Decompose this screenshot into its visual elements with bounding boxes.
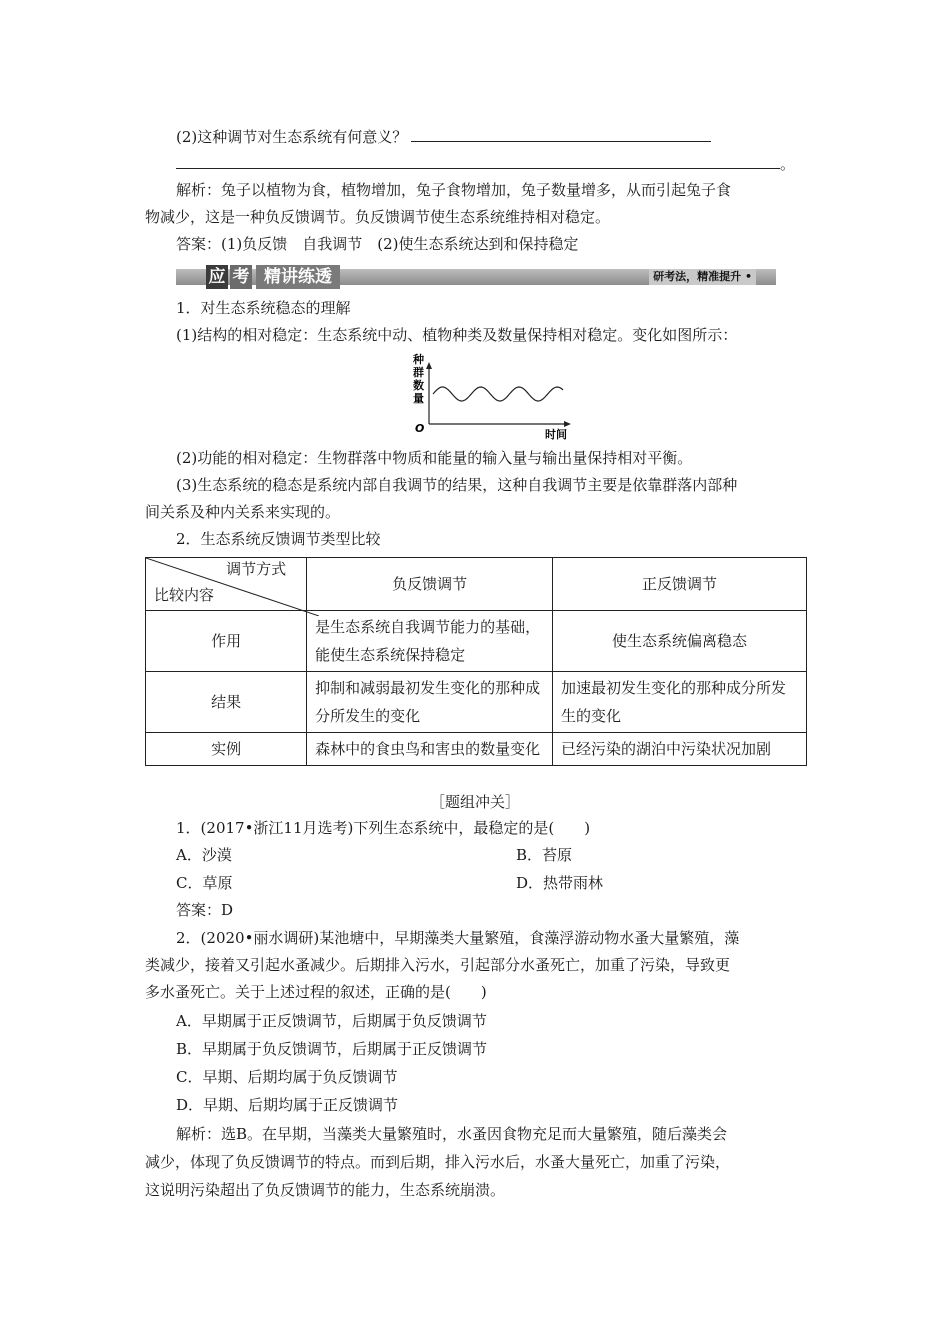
- y-axis-arrow: [426, 362, 432, 369]
- answer-blank-2: [176, 152, 780, 169]
- feedback-comparison-table: [145, 557, 807, 766]
- question-2-analysis-line-2: 减少，体现了负反馈调节的特点。而到后期，排入污水后，水蚤大量死亡，加重了污染，: [145, 1153, 731, 1171]
- question-2-prompt: [176, 125, 711, 148]
- question-1-option-b: B．苔原: [516, 846, 573, 864]
- question-1-answer: 答案：D: [176, 901, 234, 919]
- question-2-option-a: A．早期属于正反馈调节，后期属于负反馈调节: [176, 1012, 487, 1030]
- population-wave-line: [433, 387, 563, 401]
- y-label-char-4: 量: [413, 392, 424, 405]
- answer-1: 答案：(1)负反馈 自我调节 (2)使生态系统达到和保持稳定: [176, 235, 579, 253]
- positive-cell: 加速最初发生变化的那种成分所发生的变化: [552, 672, 806, 733]
- corner-bottom-label: 比较内容: [154, 586, 215, 604]
- answer-blank-line: [176, 152, 795, 175]
- origin-label: O: [415, 422, 425, 435]
- question-1-option-c: C．草原: [176, 874, 233, 892]
- header-positive-feedback: 正反馈调节: [552, 558, 806, 611]
- positive-cell: 已经污染的湖泊中污染状况加剧: [552, 733, 806, 766]
- analysis-1-line-1: 解析：兔子以植物为食，植物增加，兔子食物增加，兔子数量增多，从而引起兔子食: [176, 181, 732, 199]
- question-2-option-c: C．早期、后期均属于负反馈调节: [176, 1068, 398, 1086]
- population-stability-chart: [405, 352, 585, 442]
- corner-top-label: 调节方式: [226, 560, 287, 578]
- question-1-option-a: A．沙漠: [176, 846, 232, 864]
- group-title: ［题组冲关］: [429, 793, 520, 811]
- y-label-char-3: 数: [413, 379, 424, 392]
- question-2-option-b: B．早期属于负反馈调节，后期属于正反馈调节: [176, 1040, 488, 1058]
- section-1-p1: (1)结构的相对稳定：生态系统中动、植物种类及数量保持相对稳定。变化如图所示：: [176, 326, 738, 344]
- y-label-char-1: 种: [413, 353, 424, 366]
- analysis-1-line-2: 物减少，这是一种负反馈调节。负反馈调节使生态系统维持相对稳定。: [145, 208, 611, 226]
- section-1-title: 1．对生态系统稳态的理解: [176, 299, 351, 317]
- question-1-option-d: D．热带雨林: [516, 874, 604, 892]
- question-2-stem-line-1: 2．(2020•丽水调研)某池塘中，早期藻类大量繁殖，食藻浮游动物水蚤大量繁殖，藻: [176, 929, 740, 947]
- section-1-p3-line-1: (3)生态系统的稳态是系统内部自我调节的结果，这种自我调节主要是依靠群落内部种: [176, 476, 738, 494]
- section-banner: [176, 265, 776, 289]
- row-label: 作用: [146, 611, 307, 672]
- question-2-text: (2)这种调节对生态系统有何意义？: [176, 128, 408, 146]
- section-2-title: 2．生态系统反馈调节类型比较: [176, 530, 381, 548]
- section-1-p3-line-2: 间关系及种内关系来实现的。: [145, 503, 341, 521]
- negative-cell: 抑制和减弱最初发生变化的那种成分所发生的变化: [307, 672, 553, 733]
- table-row: [146, 733, 807, 766]
- question-2-stem-line-3: 多水蚤死亡。关于上述过程的叙述，正确的是( ): [145, 983, 487, 1001]
- question-2-analysis-line-1: 解析：选B。在早期，当藻类大量繁殖时，水蚤因食物充足而大量繁殖，随后藻类会: [176, 1125, 728, 1143]
- end-mark: 。: [780, 155, 796, 173]
- table-row: [146, 672, 807, 733]
- row-label: 结果: [146, 672, 307, 733]
- negative-cell: 森林中的食虫鸟和害虫的数量变化: [307, 733, 553, 766]
- banner-char-2: 考: [230, 265, 252, 289]
- table-header-row: [146, 558, 807, 611]
- row-label: 实例: [146, 733, 307, 766]
- question-2-stem-line-2: 类减少，接着又引起水蚤减少。后期排入污水，引起部分水蚤死亡，加重了污染，导致更: [145, 956, 731, 974]
- section-1-p2: (2)功能的相对稳定：生物群落中物质和能量的输入量与输出量保持相对平衡。: [176, 449, 693, 467]
- negative-cell: 是生态系统自我调节能力的基础，能使生态系统保持稳定: [307, 611, 553, 672]
- x-axis-arrow: [564, 421, 571, 427]
- x-axis-label: 时间: [545, 428, 567, 441]
- banner-title: 精讲练透: [256, 265, 340, 289]
- table-corner-cell: [146, 558, 307, 611]
- banner-slogan: 研考法，精准提升 •: [649, 269, 756, 285]
- banner-char-1: 应: [206, 265, 228, 289]
- answer-blank-1: [411, 125, 711, 142]
- header-negative-feedback: 负反馈调节: [307, 558, 553, 611]
- y-label-char-2: 群: [413, 366, 424, 379]
- question-2-analysis-line-3: 这说明污染超出了负反馈调节的能力，生态系统崩溃。: [145, 1181, 506, 1199]
- question-2-option-d: D．早期、后期均属于正反馈调节: [176, 1096, 399, 1114]
- table-row: [146, 611, 807, 672]
- question-1-stem: 1．(2017•浙江11月选考)下列生态系统中，最稳定的是( ): [176, 819, 591, 837]
- positive-cell: 使生态系统偏离稳态: [552, 611, 806, 672]
